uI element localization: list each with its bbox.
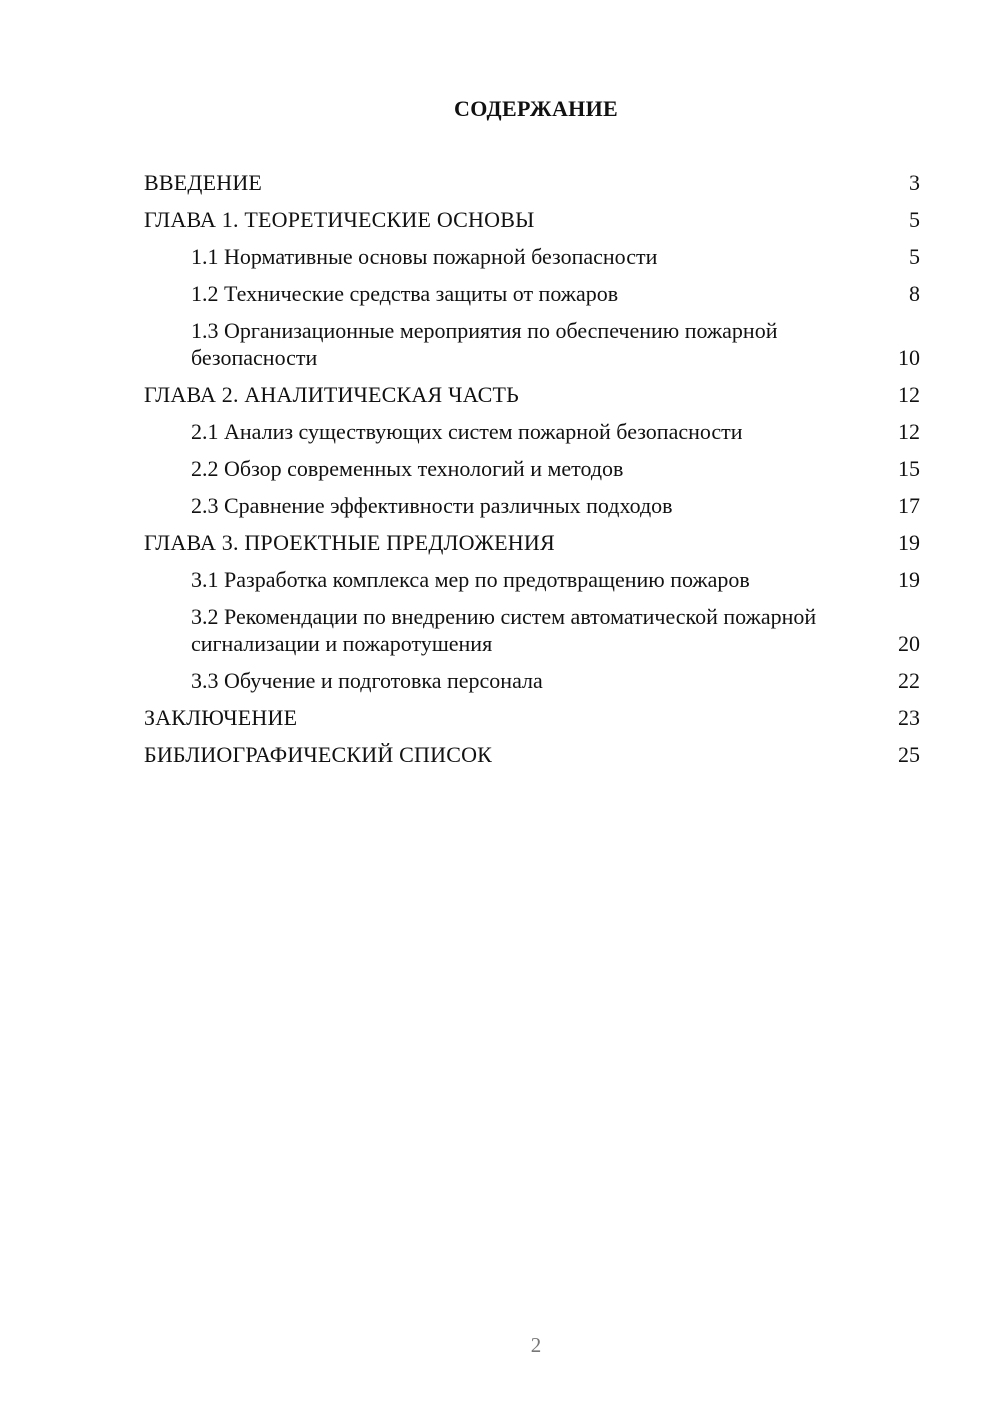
toc-entry-page: 20	[898, 631, 920, 656]
toc-entry-page: 10	[898, 345, 920, 370]
page-title: СОДЕРЖАНИЕ	[454, 96, 618, 121]
toc-entry	[144, 280, 920, 307]
toc-entry-label: ГЛАВА 2. АНАЛИТИЧЕСКАЯ ЧАСТЬ	[144, 382, 519, 407]
toc-entry	[144, 169, 920, 196]
toc-entry-label: 3.2 Рекомендации по внедрению систем автоматической пожарной сигнализации и пожаротушения	[191, 604, 817, 656]
toc-entry	[144, 667, 920, 694]
toc-entry-label: ГЛАВА 3. ПРОЕКТНЫЕ ПРЕДЛОЖЕНИЯ	[144, 530, 555, 555]
toc-entry	[144, 206, 920, 233]
toc-entry-page: 15	[898, 456, 920, 481]
toc-entry-page: 12	[898, 419, 920, 444]
toc-entry-label: ВВЕДЕНИЕ	[144, 170, 263, 195]
table-of-contents	[144, 169, 920, 778]
toc-entry-label: 2.2 Обзор современных технологий и методов	[191, 456, 624, 481]
toc-entry-label: ГЛАВА 1. ТЕОРЕТИЧЕСКИЕ ОСНОВЫ	[144, 207, 535, 232]
toc-entry-label: 3.1 Разработка комплекса мер по предотвращению пожаров	[191, 567, 750, 592]
toc-entry-page: 5	[909, 207, 920, 232]
toc-entry	[144, 603, 920, 657]
toc-entry-page: 23	[898, 705, 920, 730]
toc-entry	[144, 704, 920, 731]
toc-entry-page: 17	[898, 493, 920, 518]
toc-entry	[144, 529, 920, 556]
toc-entry	[144, 741, 920, 768]
toc-entry-page: 22	[898, 668, 920, 693]
toc-entry-label: 1.1 Нормативные основы пожарной безопасности	[191, 244, 658, 269]
toc-entry-page: 8	[909, 281, 920, 306]
toc-entry-label: ЗАКЛЮЧЕНИЕ	[144, 705, 298, 730]
toc-entry	[144, 418, 920, 445]
toc-entry-page: 19	[898, 567, 920, 592]
toc-entry	[144, 492, 920, 519]
toc-entry-label: 2.3 Сравнение эффективности различных подходов	[191, 493, 673, 518]
toc-entry-page: 19	[898, 530, 920, 555]
toc-entry	[144, 455, 920, 482]
toc-entry	[144, 317, 920, 371]
toc-entry-label: 1.2 Технические средства защиты от пожаров	[191, 281, 619, 306]
page-number: 2	[530, 1333, 542, 1357]
toc-entry-page: 12	[898, 382, 920, 407]
toc-entry	[144, 243, 920, 270]
toc-entry-page: 5	[909, 244, 920, 269]
toc-entry-page: 25	[898, 742, 920, 767]
toc-entry-label: БИБЛИОГРАФИЧЕСКИЙ СПИСОК	[144, 742, 493, 767]
toc-entry-label: 1.3 Организационные мероприятия по обеспечению пожарной безопасности	[191, 318, 778, 370]
toc-entry-page: 3	[909, 170, 920, 195]
toc-entry-label: 3.3 Обучение и подготовка персонала	[191, 668, 543, 693]
toc-entry-label: 2.1 Анализ существующих систем пожарной безопасности	[191, 419, 743, 444]
toc-entry	[144, 566, 920, 593]
toc-entry	[144, 381, 920, 408]
